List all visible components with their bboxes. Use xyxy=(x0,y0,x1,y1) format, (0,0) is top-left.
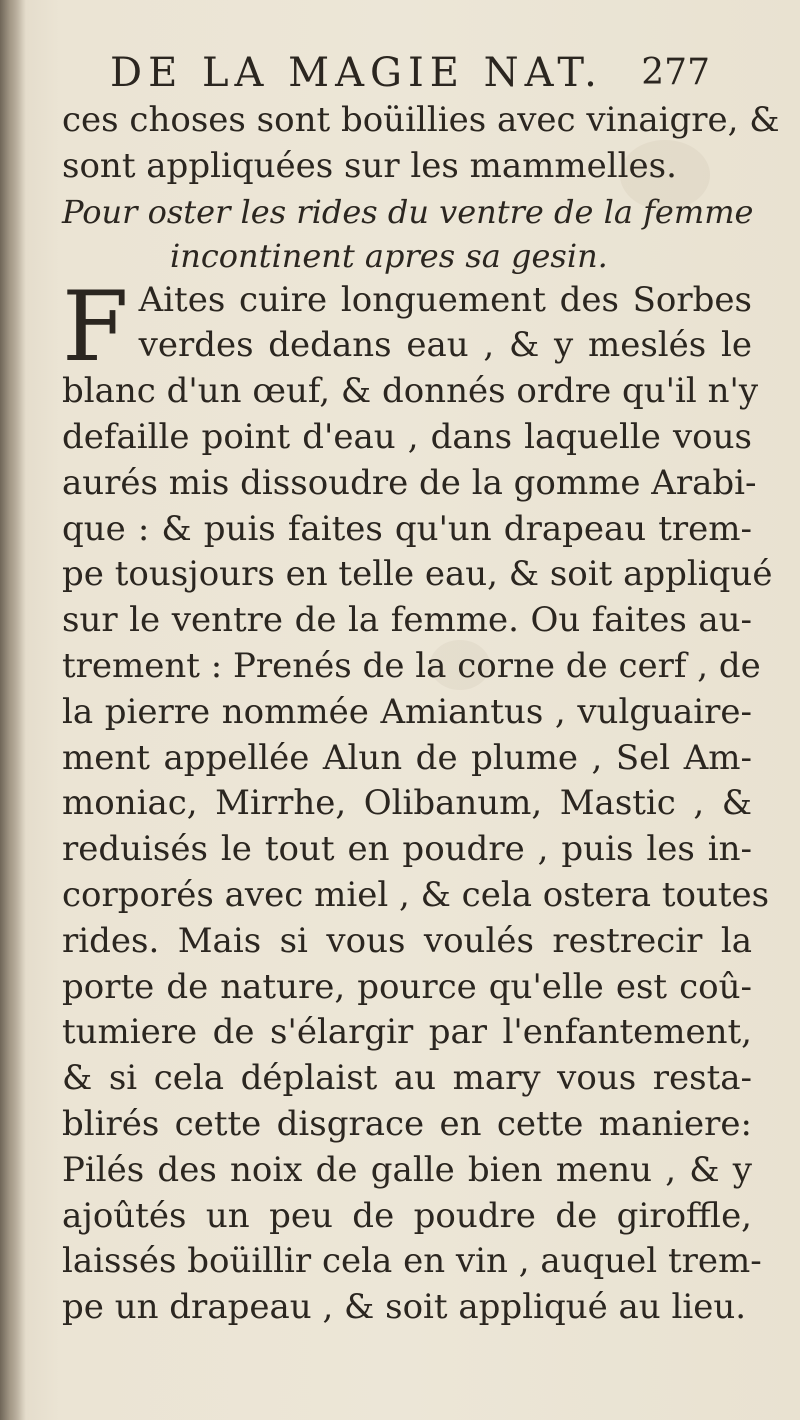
text-line: ces choses sont boüillies avec vinaigre, & xyxy=(62,100,780,140)
binding-shadow xyxy=(0,0,26,1420)
text-line: defaille point d'eau , dans laquelle vous xyxy=(62,416,752,457)
text-line: Aites cuire longuement des Sorbes xyxy=(138,279,752,320)
section-heading xyxy=(62,190,752,278)
text-line: pe tousjours en telle eau, & soit appliqué xyxy=(62,554,773,595)
text-line: trement : Prenés de la corne de cerf , de xyxy=(62,645,761,686)
page-header xyxy=(110,50,710,100)
text-line: rides. Mais si vous voulés restrecir la xyxy=(62,920,752,961)
text-line: aurés mis dissoudre de la gomme Arabi- xyxy=(62,462,757,503)
page-number: 277 xyxy=(641,52,710,93)
text-line: verdes dedans eau , & y meslés le xyxy=(138,325,752,366)
text-line: pe un drapeau , & soit appliqué au lieu. xyxy=(62,1287,747,1328)
text-line: ment appellée Alun de plume , Sel Am- xyxy=(62,737,752,778)
text-line: moniac, Mirrhe, Olibanum, Mastic , & xyxy=(62,783,752,824)
drop-cap: F xyxy=(62,270,129,383)
text-line: Pilés des noix de galle bien menu , & y xyxy=(62,1149,752,1190)
heading-line: Pour oster les rides du ventre de la femme xyxy=(62,192,754,231)
text-line: corporés avec miel , & cela ostera toutes xyxy=(62,874,770,915)
intro-text xyxy=(62,98,780,190)
text-line: que : & puis faites qu'un drapeau trem- xyxy=(62,508,752,549)
text-line: laissés boüillir cela en vin , auquel trem- xyxy=(62,1241,762,1282)
text-line: ajoûtés un peu de poudre de giroffle, xyxy=(62,1195,752,1236)
text-line: & si cela déplaist au mary vous resta- xyxy=(62,1058,752,1099)
text-line: sur le ventre de la femme. Ou faites au- xyxy=(62,600,752,641)
text-line: blirés cette disgrace en cette maniere: xyxy=(62,1103,752,1144)
page-body xyxy=(62,98,780,1331)
running-title: DE LA MAGIE NAT. xyxy=(110,50,603,96)
heading-line: incontinent apres sa gesin. xyxy=(170,236,608,275)
text-line: porte de nature, pource qu'elle est coû- xyxy=(62,966,752,1007)
text-line: la pierre nommée Amiantus , vulguaire- xyxy=(62,691,752,732)
text-line: tumiere de s'élargir par l'enfantement, xyxy=(62,1012,752,1053)
recipe-paragraph xyxy=(62,270,773,1331)
text-line: blanc d'un œuf, & donnés ordre qu'il n'y xyxy=(62,371,759,412)
text-line: reduisés le tout en poudre , puis les in- xyxy=(62,829,752,870)
text-line: sont appliquées sur les mammelles. xyxy=(62,145,677,186)
